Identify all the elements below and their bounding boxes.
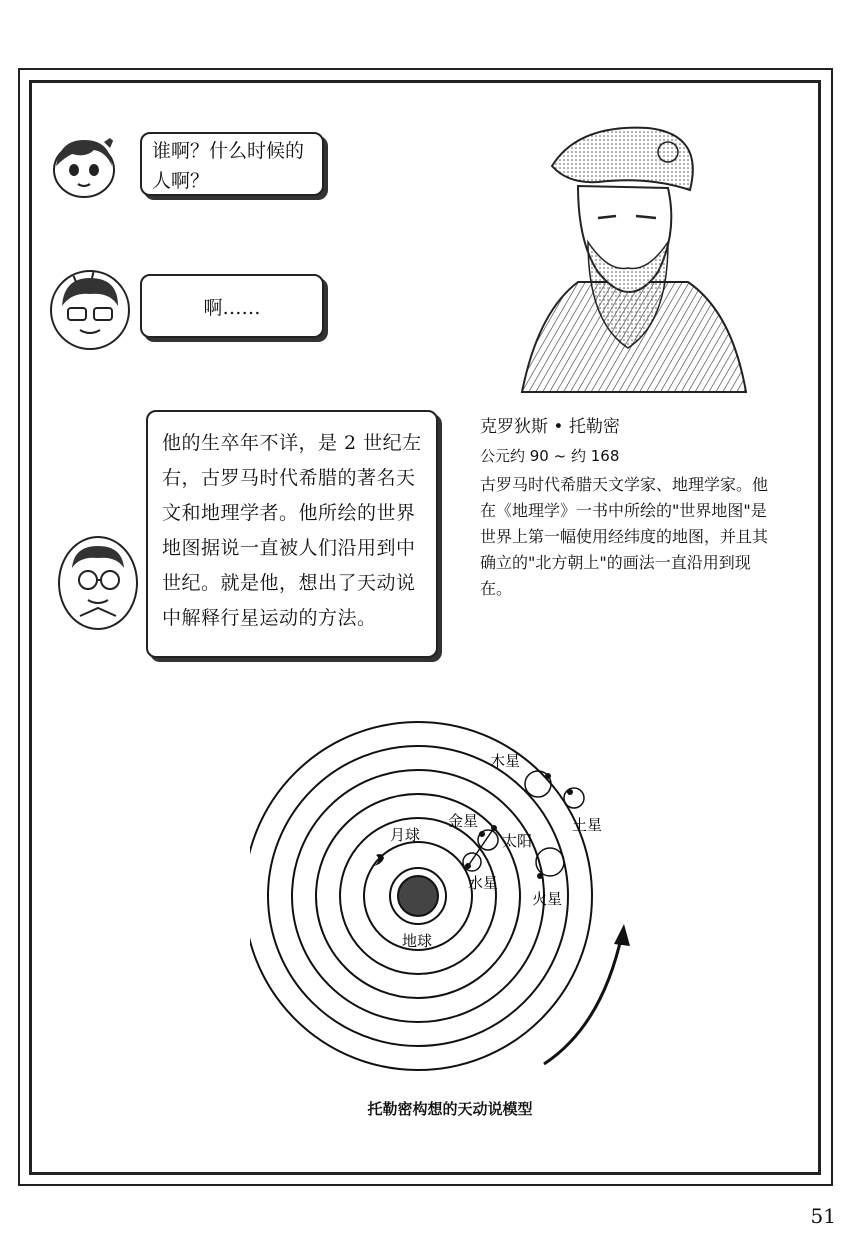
label-venus: 金星	[448, 812, 479, 830]
jupiter-icon	[545, 773, 551, 779]
label-sun: 太阳	[502, 832, 533, 850]
sun-icon	[491, 825, 497, 831]
label-mars: 火星	[532, 890, 563, 908]
speech-bubble-professor	[146, 410, 438, 658]
ptolemy-portrait-icon	[518, 122, 748, 400]
profile-name: 克罗狄斯 • 托勒密	[480, 417, 620, 437]
arrow-head-icon	[614, 924, 630, 946]
speech-text-professor: 他的生卒年不详，是 2 世纪左右，古罗马时代希腊的著名天文和地理学者。他所绘的世界地图据说一直被人们沿用到中世纪。就是他，想出了天动说中解释行星运动的方法。	[162, 432, 422, 629]
profile-description: 古罗马时代希腊天文学家、地理学家。他在《地理学》一书中所绘的"世界地图"是世界上第一幅使用经纬度的地图，并且其确立的"北方朝上"的画法一直沿用到现在。	[480, 475, 769, 598]
label-saturn: 土星	[572, 816, 603, 834]
speech-bubble-girl	[140, 132, 324, 196]
mercury-icon	[465, 863, 471, 869]
page-number: 51	[810, 1204, 836, 1228]
diagram-title: 托勒密构想的天动说模型	[367, 1100, 533, 1118]
speech-text-girl: 谁啊？什么时候的人啊？	[152, 140, 305, 192]
saturn-epicycle	[564, 788, 584, 808]
venus-icon	[479, 831, 485, 837]
girl-avatar-icon	[46, 130, 124, 200]
label-earth: 地球	[402, 932, 433, 950]
speech-bubble-boy	[140, 274, 324, 338]
earth-icon	[398, 876, 438, 916]
label-mercury: 水星	[468, 874, 499, 892]
saturn-icon	[567, 789, 573, 795]
label-moon: 月球	[390, 826, 421, 844]
profile-caption	[480, 414, 780, 602]
profile-years: 公元约 90 ~ 约 168	[480, 447, 620, 465]
label-jupiter: 木星	[490, 752, 521, 770]
geocentric-model-diagram	[250, 700, 630, 1080]
speech-text-boy: 啊……	[203, 296, 261, 319]
boy-avatar-icon	[50, 270, 130, 350]
professor-avatar-icon	[58, 536, 138, 630]
mercury-epicycle	[463, 853, 481, 871]
mars-icon	[537, 873, 543, 879]
